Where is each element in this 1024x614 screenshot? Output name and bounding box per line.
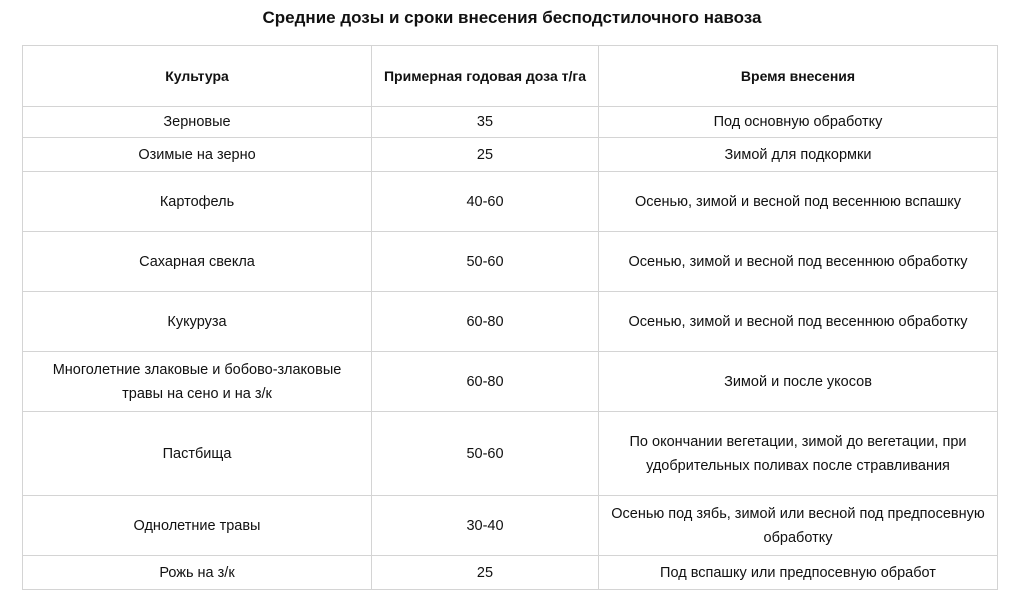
table-row	[23, 232, 998, 292]
dose-cell: 60-80	[372, 352, 599, 412]
header-time: Время внесения	[599, 46, 998, 107]
crop-cell: Рожь на з/к	[23, 556, 372, 590]
document-title: Средние дозы и сроки внесения бесподстилочного навоза	[262, 8, 762, 27]
manure-dose-table	[22, 45, 998, 590]
dose-cell: 40-60	[372, 172, 599, 232]
dose-cell: 25	[372, 138, 599, 172]
time-cell: По окончании вегетации, зимой до вегетации, при удобрительных поливах после стравливания	[599, 412, 998, 496]
table-header-row	[23, 46, 998, 107]
crop-cell: Озимые на зерно	[23, 138, 372, 172]
table-row	[23, 292, 998, 352]
time-cell: Под вспашку или предпосевную обработ	[599, 556, 998, 590]
time-cell: Осенью, зимой и весной под весеннюю обработку	[599, 232, 998, 292]
table-row	[23, 107, 998, 138]
header-dose: Примерная годовая доза т/га	[372, 46, 599, 107]
dose-cell: 50-60	[372, 232, 599, 292]
dose-cell: 30-40	[372, 496, 599, 556]
header-crop: Культура	[23, 46, 372, 107]
table-row	[23, 352, 998, 412]
table-row	[23, 138, 998, 172]
time-cell: Осенью под зябь, зимой или весной под предпосевную обработку	[599, 496, 998, 556]
dose-cell: 60-80	[372, 292, 599, 352]
table-row	[23, 172, 998, 232]
crop-cell: Сахарная свекла	[23, 232, 372, 292]
time-cell: Зимой для подкормки	[599, 138, 998, 172]
table-row	[23, 496, 998, 556]
dose-cell: 50-60	[372, 412, 599, 496]
time-cell: Осенью, зимой и весной под весеннюю обработку	[599, 292, 998, 352]
time-cell: Зимой и после укосов	[599, 352, 998, 412]
crop-cell: Картофель	[23, 172, 372, 232]
crop-cell: Кукуруза	[23, 292, 372, 352]
dose-cell: 25	[372, 556, 599, 590]
time-cell: Осенью, зимой и весной под весеннюю вспашку	[599, 172, 998, 232]
time-cell: Под основную обработку	[599, 107, 998, 138]
crop-cell: Однолетние травы	[23, 496, 372, 556]
dose-cell: 35	[372, 107, 599, 138]
table-row	[23, 412, 998, 496]
crop-cell: Многолетние злаковые и бобово-злаковые травы на сено и на з/к	[23, 352, 372, 412]
table-row	[23, 556, 998, 590]
crop-cell: Пастбища	[23, 412, 372, 496]
table-body	[23, 107, 998, 590]
crop-cell: Зерновые	[23, 107, 372, 138]
